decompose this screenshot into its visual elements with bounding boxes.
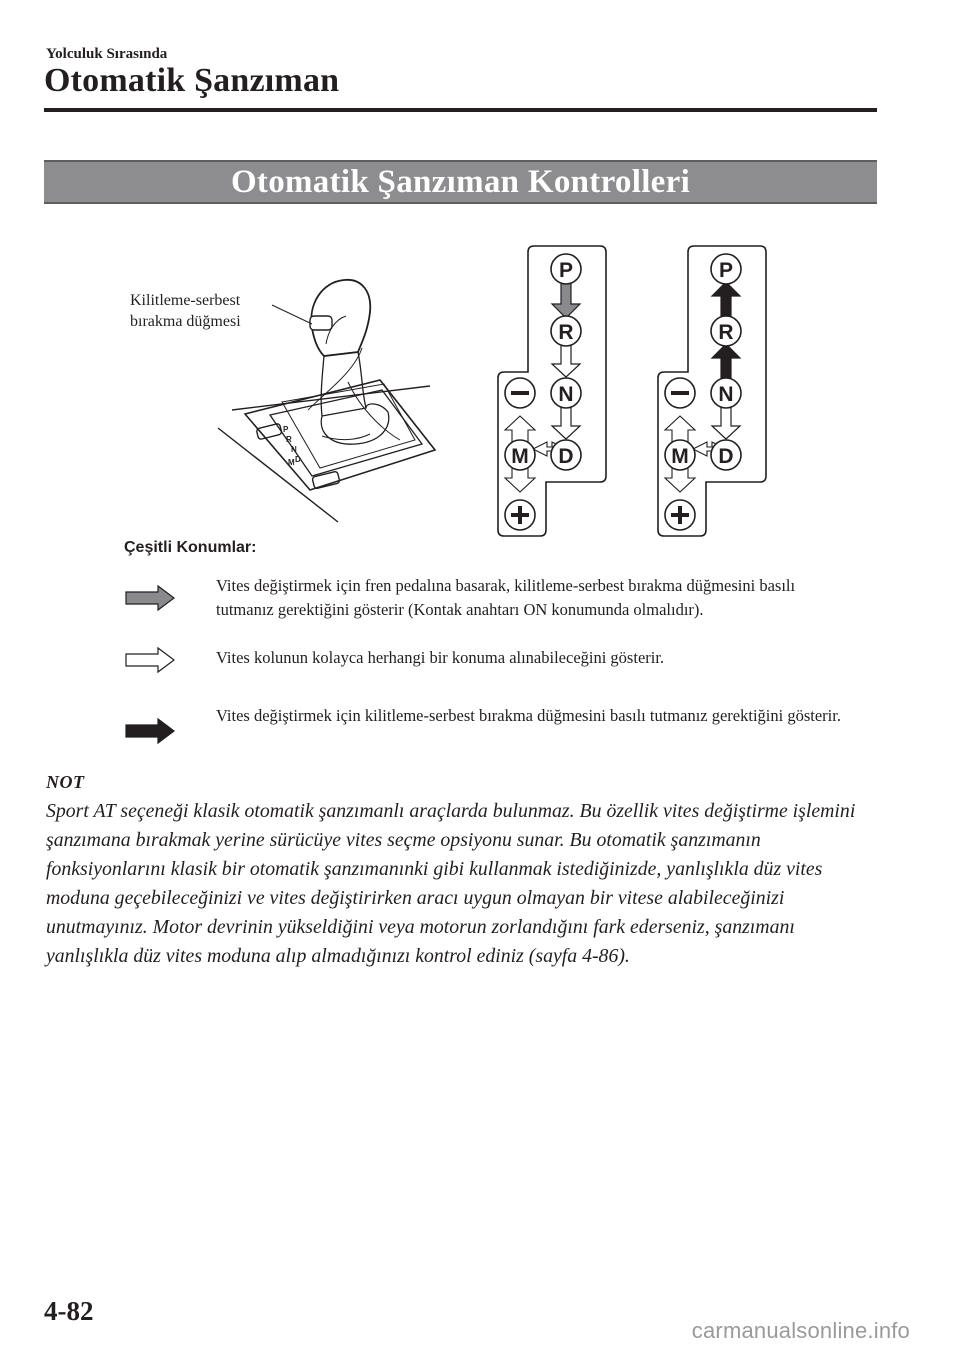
console-label-m: M bbox=[288, 458, 295, 467]
shift-lever-illustration bbox=[218, 280, 435, 522]
gear-label-r-right: R bbox=[718, 321, 734, 344]
gear-label-m-right: M bbox=[671, 445, 689, 468]
legend-text-black: Vites değiştirmek için kilitleme-serbest bırakma düğmesini basılı tutmanız gerektiğini gösterir. bbox=[216, 706, 841, 725]
console-label-p: P bbox=[283, 425, 289, 434]
page-number: 4-82 bbox=[44, 1296, 94, 1326]
gate-diagram-right bbox=[658, 246, 766, 536]
legend-text-gray: Vites değiştirmek için fren pedalına basarak, kilitleme-serbest bırakma düğmesini basılı tutmanız gerektiğini gösterir (Kontak anahtarı ON konumunda olmalıdır). bbox=[216, 576, 796, 619]
plus-icon-vertical bbox=[678, 506, 682, 524]
shift-lever-figure bbox=[100, 232, 820, 542]
legend-text-white: Vites kolunun kolayca herhangi bir konuma alınabileceğini gösterir. bbox=[216, 648, 665, 667]
gear-label-n-right: N bbox=[718, 383, 734, 406]
minus-icon bbox=[671, 391, 689, 395]
gear-label-n-left: N bbox=[558, 383, 574, 406]
section-banner bbox=[44, 160, 877, 204]
gear-label-r-left: R bbox=[558, 321, 574, 344]
console-button-lower bbox=[312, 471, 340, 489]
plus-icon-vertical bbox=[518, 506, 522, 524]
gray-arrow-icon bbox=[124, 584, 176, 612]
note-label: NOT bbox=[46, 772, 85, 792]
console-label-r: R bbox=[286, 435, 292, 444]
gate-diagram-left bbox=[498, 246, 606, 536]
gear-label-d-left: D bbox=[558, 445, 574, 468]
section-title: Otomatik Şanzıman Kontrolleri bbox=[230, 163, 691, 200]
console-label-d: D bbox=[295, 455, 301, 464]
header-rule bbox=[44, 108, 877, 112]
callout-line-2: bırakma düğmesi bbox=[130, 313, 241, 330]
gear-label-d-right: D bbox=[718, 445, 734, 468]
console-label-n: N bbox=[291, 445, 297, 454]
breadcrumb: Yolculuk Sırasında bbox=[46, 46, 168, 62]
minus-icon bbox=[511, 391, 529, 395]
lever-boot-top bbox=[321, 352, 366, 416]
gear-label-m-left: M bbox=[511, 445, 529, 468]
callout-leader bbox=[272, 305, 312, 324]
positions-heading: Çeşitli Konumlar: bbox=[124, 539, 257, 556]
gear-label-p-right: P bbox=[718, 259, 734, 282]
callout-line-1: Kilitleme-serbest bbox=[130, 292, 241, 309]
boot-frame-inner bbox=[282, 384, 415, 468]
figure-svg bbox=[100, 232, 820, 542]
page-title: Otomatik Şanzıman bbox=[44, 62, 340, 99]
white-arrow-icon bbox=[124, 646, 176, 674]
note-body: Sport AT seçeneği klasik otomatik şanzımanlı araçlarda bulunmaz. Bu özellik vites değiştirme işlemini şanzımana bırakmak yerine sürücüye vites seçme opsiyonu sunar. Bu otomatik şanzımanın fonksiyonlarını klasik bir otomatik şanzımanınki gibi kullanmak istediğinizde, yanlışlıkla düz vites moduna geçebileceğinizi ve vites değiştirirken aracı uygun olmayan bir vitese alabileceğinizi unutmayınız. Motor devrinin yükseldiğini veya motorun zorlandığını fark ederseniz, şanzımanı yanlışlıkla düz vites moduna alıp almadığınızı kontrol ediniz (sayfa 4-86). bbox=[46, 800, 856, 967]
release-button bbox=[310, 316, 332, 330]
gear-label-p-left: P bbox=[558, 259, 574, 282]
black-arrow-icon bbox=[124, 717, 176, 745]
watermark: carmanualsonline.info bbox=[691, 1318, 910, 1343]
